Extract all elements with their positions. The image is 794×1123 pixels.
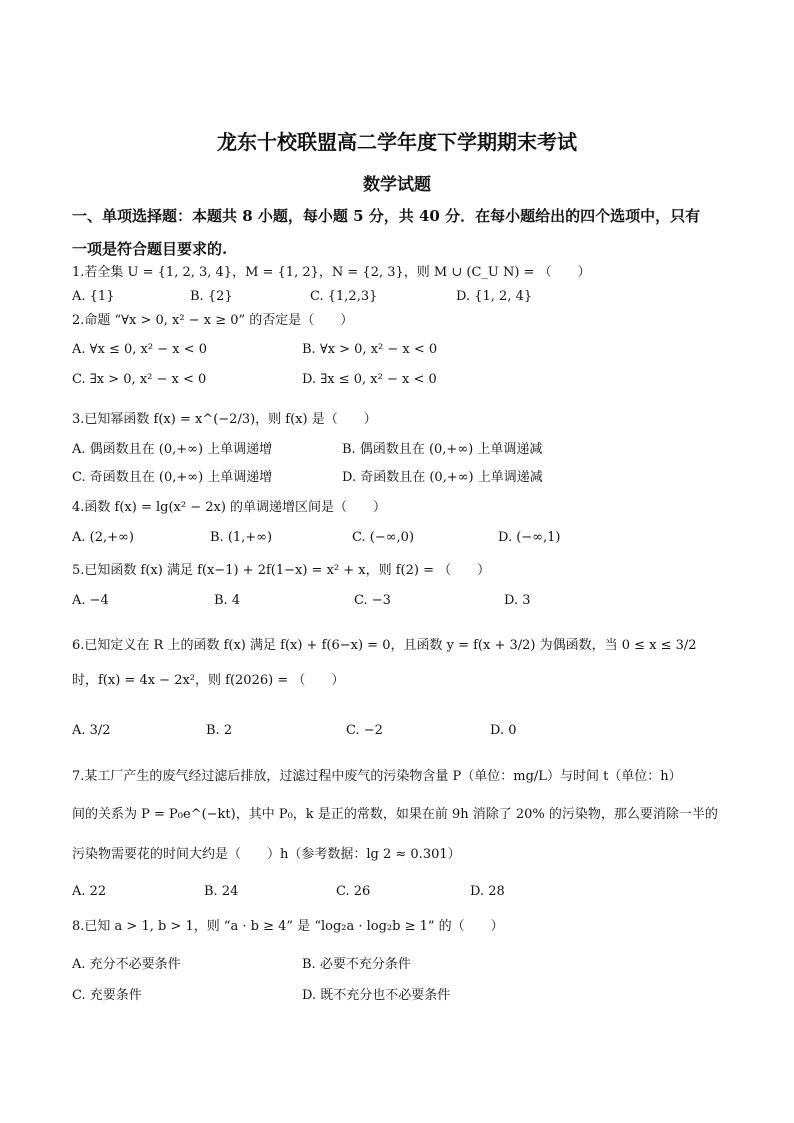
question-8-option-c: C. 充要条件 [72, 988, 142, 1003]
exam-subtitle: 数学试题 [363, 175, 431, 195]
question-1-stem: 1.若全集 U = {1, 2, 3, 4}，M = {1, 2}，N = {2, 3}，则 M ∪ (C_U N) = （ ） [72, 265, 591, 280]
question-8-stem: 8.已知 a > 1, b > 1，则 “a · b ≥ 4” 是 “log₂a · log₂b ≥ 1” 的（ ） [72, 919, 504, 934]
question-4-stem: 4.函数 f(x) = lg(x² − 2x) 的单调递增区间是（ ） [72, 500, 387, 515]
question-5-option-b: B. 4 [214, 593, 241, 608]
exam-title: 龙东十校联盟高二学年度下学期期末考试 [217, 130, 577, 154]
question-6-option-b: B. 2 [206, 723, 233, 738]
question-1-option-a: A. {1} [72, 289, 115, 304]
question-3-option-c: C. 奇函数且在 (0,+∞) 上单调递增 [72, 470, 273, 485]
question-4-option-a: A. (2,+∞) [72, 530, 134, 545]
question-6-stem-line1: 6.已知定义在 R 上的函数 f(x) 满足 f(x) + f(6−x) = 0，且函数 y = f(x + 3/2) 为偶函数，当 0 ≤ x ≤ 3/2 [72, 638, 697, 653]
question-7-option-d: D. 28 [470, 884, 505, 899]
question-2-option-c: C. ∃x > 0, x² − x < 0 [72, 372, 207, 387]
section-heading-line2: 一项是符合题目要求的. [72, 240, 228, 258]
question-8-option-a: A. 充分不必要条件 [72, 957, 181, 972]
question-5-stem: 5.已知函数 f(x) 满足 f(x−1) + 2f(1−x) = x² + x，则 f(2) = （ ） [72, 563, 491, 578]
question-2-option-b: B. ∀x > 0, x² − x < 0 [302, 342, 438, 357]
question-1-option-c: C. {1,2,3} [310, 289, 378, 304]
question-3-stem: 3.已知幂函数 f(x) = x^(−2/3)，则 f(x) 是（ ） [72, 412, 377, 427]
question-5-option-d: D. 3 [504, 593, 531, 608]
question-3-option-d: D. 奇函数且在 (0,+∞) 上单调递减 [342, 470, 543, 485]
question-2-option-a: A. ∀x ≤ 0, x² − x < 0 [72, 342, 207, 357]
question-3-option-b: B. 偶函数且在 (0,+∞) 上单调递减 [342, 442, 543, 457]
question-7-stem-line3: 污染物需要花的时间大约是（ ）h（参考数据：lg 2 ≈ 0.301） [72, 847, 461, 862]
question-5-option-c: C. −3 [354, 593, 391, 608]
question-4-option-d: D. (−∞,1) [498, 530, 561, 545]
question-2-stem: 2.命题 “∀x > 0, x² − x ≥ 0” 的否定是（ ） [72, 313, 354, 328]
question-1-option-d: D. {1, 2, 4} [456, 289, 533, 304]
question-7-stem-line2: 间的关系为 P = P₀e^(−kt)，其中 P₀，k 是正的常数，如果在前 9h 消除了 20% 的污染物，那么要消除一半的 [72, 807, 718, 822]
question-8-option-d: D. 既不充分也不必要条件 [302, 988, 451, 1003]
question-7-stem-line1: 7.某工厂产生的废气经过滤后排放，过滤过程中废气的污染物含量 P（单位：mg/L）与时间 t（单位：h） [72, 769, 682, 784]
question-6-option-d: D. 0 [490, 723, 517, 738]
question-6-option-a: A. 3/2 [72, 723, 111, 738]
question-6-option-c: C. −2 [346, 723, 383, 738]
question-7-option-c: C. 26 [336, 884, 371, 899]
question-2-option-d: D. ∃x ≤ 0, x² − x < 0 [302, 372, 437, 387]
question-1-option-b: B. {2} [190, 289, 233, 304]
question-7-option-a: A. 22 [72, 884, 107, 899]
question-5-option-a: A. −4 [72, 593, 109, 608]
question-6-stem-line2: 时，f(x) = 4x − 2x²，则 f(2026) = （ ） [72, 673, 345, 688]
question-4-option-b: B. (1,+∞) [210, 530, 273, 545]
question-7-option-b: B. 24 [204, 884, 239, 899]
question-3-option-a: A. 偶函数且在 (0,+∞) 上单调递增 [72, 442, 273, 457]
question-4-option-c: C. (−∞,0) [352, 530, 415, 545]
question-8-option-b: B. 必要不充分条件 [302, 957, 411, 972]
section-heading-line1: 一、单项选择题：本题共 8 小题，每小题 5 分，共 40 分．在每小题给出的四个选项中，只有 [72, 207, 701, 225]
